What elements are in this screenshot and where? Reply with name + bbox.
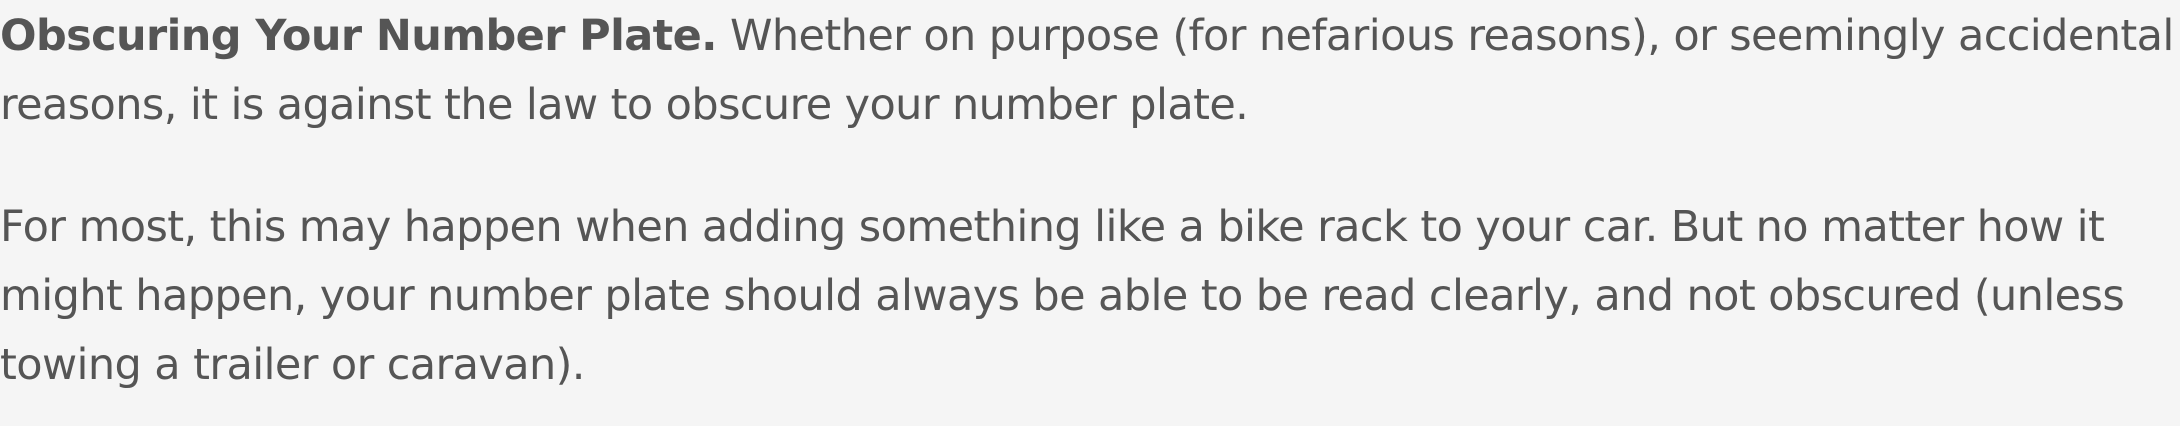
paragraph-2-line-3: towing a trailer or caravan). [0,340,585,390]
paragraph-1-line-1 [0,2,2180,71]
paragraph-bike-rack [0,193,2180,400]
paragraph-1-line-2: reasons, it is against the law to obscure your number plate. [0,80,1249,130]
paragraph-1-line-1-text: Whether on purpose (for nefarious reasons), or seemingly accidental [716,11,2174,61]
paragraph-2-line-2: might happen, your number plate should always be able to be read clearly, and not obscured (unless [0,271,2125,321]
paragraph-2-line-1: For most, this may happen when adding something like a bike rack to your car. But no matter how it [0,202,2105,252]
paragraph-obscuring-number-plate [0,2,2180,140]
section-heading: Obscuring Your Number Plate. [0,11,717,61]
